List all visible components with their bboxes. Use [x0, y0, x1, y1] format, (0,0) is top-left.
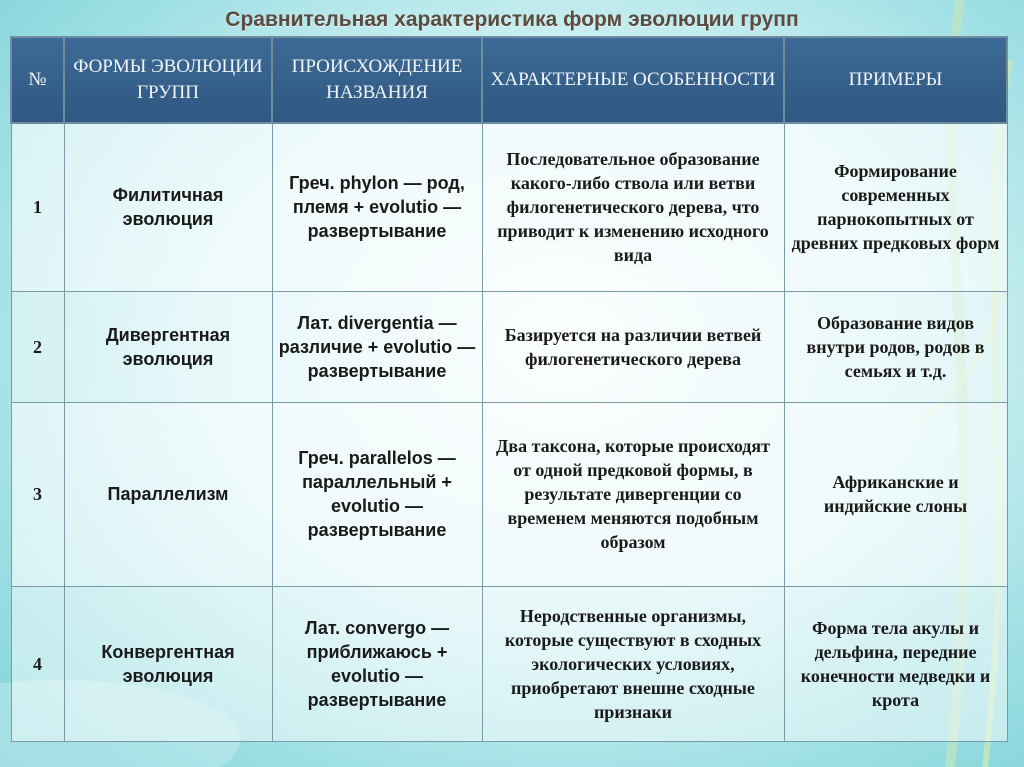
header-features: ХАРАКТЕРНЫЕ ОСОБЕННОСТИ — [482, 37, 784, 123]
header-number: № — [11, 37, 64, 123]
row-examples: Формирование современных парнокопытных от древних предковых форм — [784, 123, 1007, 291]
row-features: Два таксона, которые происходят от одной предковой формы, в результате дивергенции со временем меняются подобным образом — [482, 402, 784, 586]
row-form: Параллелизм — [64, 402, 272, 586]
row-number: 1 — [11, 123, 64, 291]
header-origin: ПРОИСХОЖДЕНИЕ НАЗВАНИЯ — [272, 37, 482, 123]
table-row — [11, 123, 1007, 291]
row-examples: Африканские и индийские слоны — [784, 402, 1007, 586]
row-origin: Лат. convergo — приближаюсь + evolutio — развертывание — [272, 586, 482, 741]
table-header-row — [11, 37, 1007, 123]
header-form: ФОРМЫ ЭВОЛЮЦИИ ГРУПП — [64, 37, 272, 123]
header-examples: ПРИМЕРЫ — [784, 37, 1007, 123]
row-features: Неродственные организмы, которые существуют в сходных экологических условиях, приобретают внешне сходные признаки — [482, 586, 784, 741]
row-form: Дивергентная эволюция — [64, 291, 272, 402]
evolution-forms-table — [10, 36, 1008, 742]
row-features: Последовательное образование какого-либо ствола или ветви филогенетического дерева, что приводит к изменению исходного вида — [482, 123, 784, 291]
row-number: 4 — [11, 586, 64, 741]
table-row — [11, 402, 1007, 586]
row-form: Филитичная эволюция — [64, 123, 272, 291]
row-number: 2 — [11, 291, 64, 402]
page-title: Сравнительная характеристика форм эволюции групп — [225, 8, 799, 31]
row-origin: Лат. divergentia — различие + evolutio — развертывание — [272, 291, 482, 402]
table-row — [11, 291, 1007, 402]
row-origin: Греч. phylon — род, племя + evolutio — развертывание — [272, 123, 482, 291]
row-examples: Форма тела акулы и дельфина, передние конечности медведки и крота — [784, 586, 1007, 741]
row-examples: Образование видов внутри родов, родов в семьях и т.д. — [784, 291, 1007, 402]
row-features: Базируется на различии ветвей филогенетического дерева — [482, 291, 784, 402]
table-row — [11, 586, 1007, 741]
row-form: Конвергентная эволюция — [64, 586, 272, 741]
row-number: 3 — [11, 402, 64, 586]
row-origin: Греч. parallelos — параллельный + evolutio — развертывание — [272, 402, 482, 586]
